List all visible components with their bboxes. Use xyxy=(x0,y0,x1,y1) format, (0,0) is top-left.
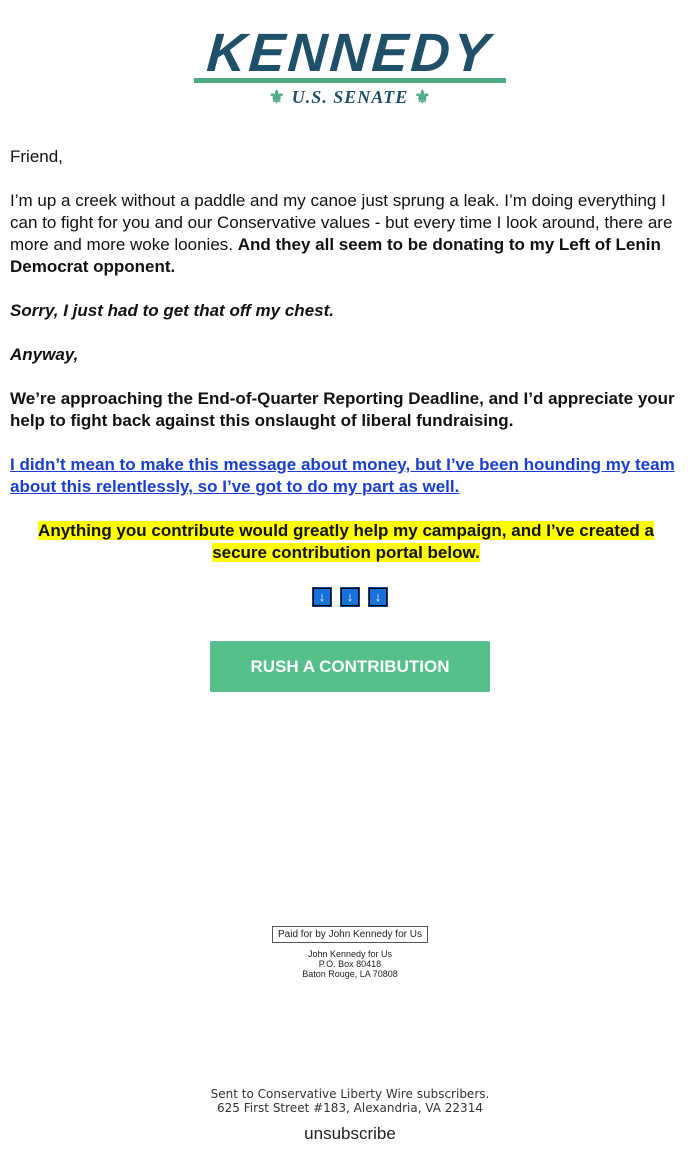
paragraph-link xyxy=(10,454,682,498)
committee-city: Baton Rouge, LA 70808 xyxy=(302,969,398,979)
paragraph-deadline: We’re approaching the End-of-Quarter Reporting Deadline, and I’d appreciate your help to fight back against this onslaught of liberal fundraising. xyxy=(10,389,675,430)
paragraph-sorry: Sorry, I just had to get that off my chest. xyxy=(10,301,334,320)
sent-to-line: Sent to Conservative Liberty Wire subscribers. xyxy=(210,1087,490,1101)
down-arrow-icon: ↓ xyxy=(312,587,332,607)
committee-po-box: P.O. Box 80418 xyxy=(318,959,382,969)
highlight-text: Anything you contribute would greatly help my campaign, and I’ve created a secure contribution portal below. xyxy=(38,521,654,562)
paragraph-anyway: Anyway, xyxy=(10,345,79,364)
paragraph-canoe-bold: And they all seem to be donating to my Left of Lenin Democrat opponent. xyxy=(10,235,661,276)
email-body xyxy=(10,146,682,564)
email-footer xyxy=(0,1087,700,1141)
paragraph-canoe-text: I’m up a creek without a paddle and my canoe just sprung a leak. I’m doing everything I can to fight for you and our Conservative values - but every time I look around, there are more and more woke loonies. xyxy=(10,191,673,254)
arrow-row xyxy=(0,587,700,607)
fleur-de-lis-icon: ⚜ xyxy=(414,87,432,107)
down-arrow-icon: ↓ xyxy=(340,587,360,607)
committee-name: John Kennedy for Us xyxy=(307,949,393,959)
highlight-paragraph xyxy=(10,520,682,564)
greeting: Friend, xyxy=(10,147,63,166)
logo-subtitle: U.S. SENATE xyxy=(291,87,409,107)
sender-address: 625 First Street #183, Alexandria, VA 22314 xyxy=(217,1101,483,1115)
money-message-link[interactable]: I didn’t mean to make this message about money, but I’ve been hounding my team about this relentlessly, so I’ve got to do my part as well. xyxy=(10,455,675,496)
paid-for-box: Paid for by John Kennedy for Us xyxy=(272,926,428,943)
kennedy-logo xyxy=(0,22,700,108)
down-arrow-icon: ↓ xyxy=(368,587,388,607)
logo-subtitle-row xyxy=(0,87,700,108)
rush-contribution-button[interactable]: RUSH A CONTRIBUTION xyxy=(210,641,490,692)
paid-for-disclaimer xyxy=(0,926,700,979)
logo-title: KENNEDY xyxy=(205,23,495,83)
unsubscribe-link[interactable]: unsubscribe xyxy=(304,1124,396,1143)
fleur-de-lis-icon: ⚜ xyxy=(268,87,286,107)
committee-address xyxy=(0,949,700,979)
paragraph-canoe xyxy=(10,190,682,278)
